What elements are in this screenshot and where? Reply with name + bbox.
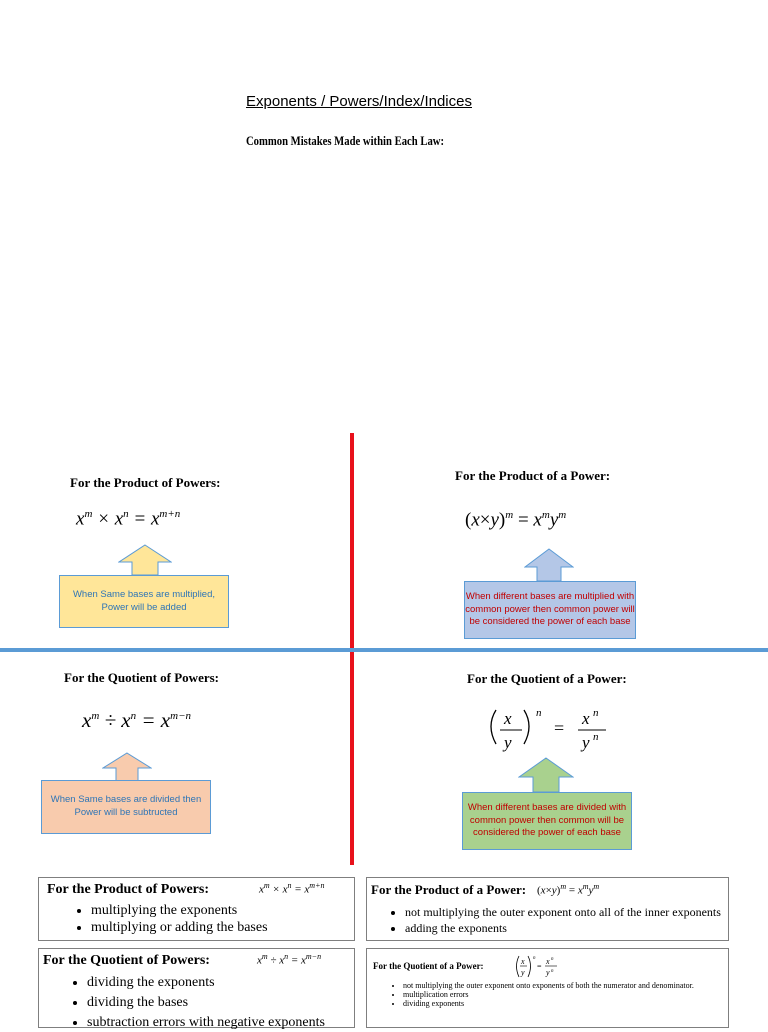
- list-item: • dividing the exponents: [87, 975, 354, 991]
- svg-text:x: x: [582, 709, 590, 728]
- svg-text:n: n: [593, 731, 599, 743]
- list-item: • multiplying or adding the bases: [91, 920, 354, 936]
- svg-text:n: n: [551, 969, 554, 974]
- list-item: • subtraction errors with negative exponents: [87, 1015, 354, 1031]
- list-item: • dividing exponents: [403, 999, 724, 1008]
- q4-note: When different bases are divided with common power then common will be considered the power of each base: [462, 792, 632, 850]
- q2-note: When different bases are multiplied with common power then common power will be considered the power of each base: [464, 581, 636, 639]
- mistake-box-formula: $(x\times y)^m = x^my^m$: [537, 882, 600, 897]
- svg-text:=: =: [537, 962, 542, 971]
- list-item: • multiplication errors: [403, 990, 724, 999]
- mistake-box-product-of-powers: [38, 877, 355, 941]
- page-title: Exponents / Powers/Index/Indices: [246, 93, 472, 110]
- q1-note: When Same bases are multiplied, Power will be added: [59, 575, 229, 628]
- mistake-box-formula: $x^m \div x^n = x^{m-n}$: [257, 952, 322, 967]
- q4-heading: For the Quotient of a Power:: [467, 671, 627, 686]
- svg-text:y: y: [582, 733, 590, 752]
- list-item: • not multiplying the outer exponent onto all of the inner exponents: [405, 905, 728, 920]
- svg-text:y: y: [504, 733, 512, 752]
- q4-arrow-icon: [518, 757, 574, 793]
- list-item: • not multiplying the outer exponent onto exponents of both the numerator and denominator.: [403, 981, 724, 990]
- q2-arrow-icon: [524, 548, 574, 582]
- mistake-box-quotient-of-a-power: [366, 948, 729, 1028]
- q1-formula: $x^m \times x^n = x^{m+n}$: [76, 508, 181, 530]
- q4-formula: [482, 702, 622, 754]
- list-item: • dividing the bases: [87, 995, 354, 1011]
- svg-text:n: n: [533, 956, 536, 961]
- q2-heading: For the Product of a Power:: [455, 468, 611, 483]
- mistake-box-heading: For the Product of a Power:: [371, 882, 527, 897]
- q2-formula: $(x\times y)^m = x^my^m$: [465, 509, 567, 531]
- horizontal-divider: [0, 648, 768, 652]
- list-item: • multiplying the exponents: [91, 903, 354, 919]
- svg-text:x: x: [521, 957, 525, 966]
- q3-heading: For the Quotient of Powers:: [64, 670, 220, 685]
- list-item: • adding the exponents: [405, 921, 728, 936]
- svg-text:n: n: [536, 707, 542, 719]
- mistake-box-product-of-a-power: [366, 877, 729, 941]
- q3-note: When Same bases are divided then Power will be subtructed: [41, 780, 211, 834]
- svg-text:x: x: [546, 957, 550, 966]
- mistake-box-heading: For the Quotient of a Power:: [373, 961, 484, 971]
- page-subtitle: Common Mistakes Made within Each Law:: [245, 133, 445, 148]
- mistake-box-quotient-of-powers: [38, 948, 355, 1028]
- svg-text:n: n: [593, 707, 599, 719]
- q1-arrow-icon: [118, 544, 172, 576]
- svg-text:y: y: [546, 968, 550, 977]
- mistake-box-heading: For the Product of Powers:: [47, 882, 209, 897]
- svg-text:y: y: [521, 968, 525, 977]
- mistake-box-heading: For the Quotient of Powers:: [43, 953, 210, 968]
- q3-arrow-icon: [102, 752, 152, 782]
- q3-formula: $x^m \div x^n = x^{m-n}$: [82, 708, 192, 732]
- svg-text:n: n: [551, 957, 554, 962]
- svg-text:x: x: [504, 709, 512, 728]
- svg-text:=: =: [554, 718, 565, 738]
- mistake-box-formula: [513, 953, 563, 981]
- q1-heading: For the Product of Powers:: [70, 475, 221, 490]
- mistake-box-formula: $x^m \times x^n = x^{m+n}$: [259, 881, 325, 896]
